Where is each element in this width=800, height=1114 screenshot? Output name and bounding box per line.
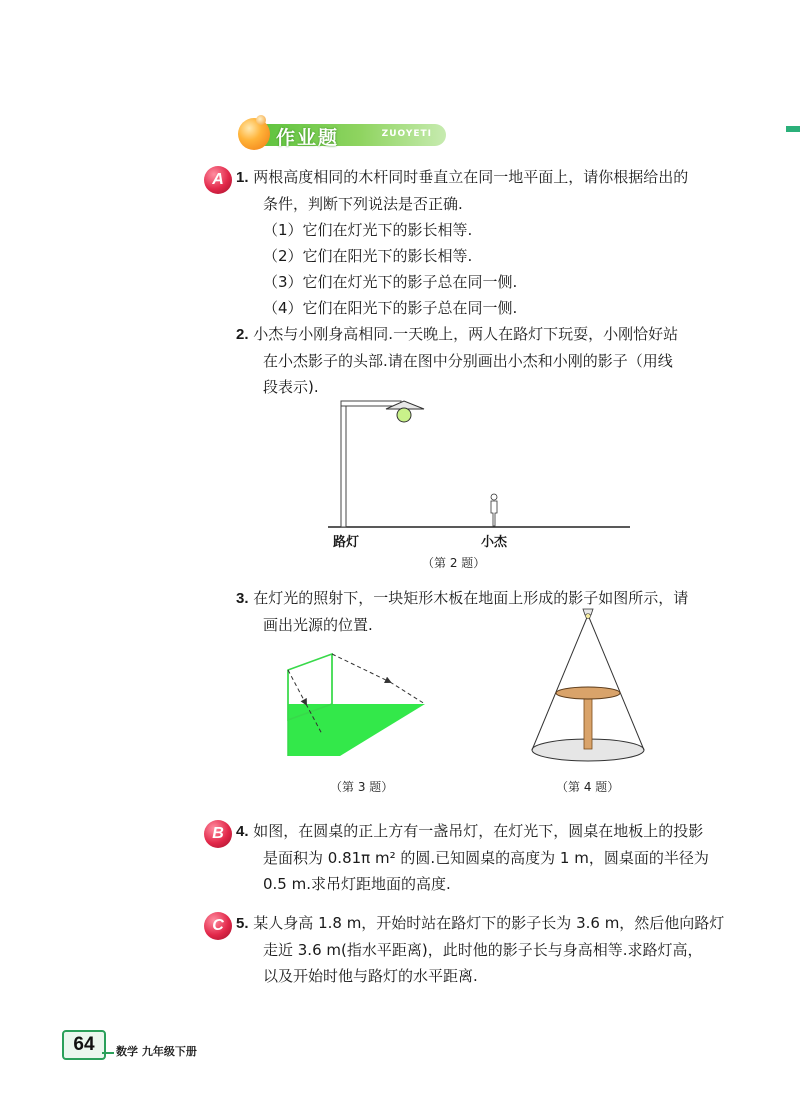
light-ray: [288, 670, 306, 704]
book-title: 数学 九年级下册: [116, 1045, 197, 1058]
problem-number: 3.: [236, 590, 249, 607]
level-b-badge: B: [204, 820, 232, 848]
lamp-label: 路灯: [333, 535, 360, 550]
table-top: [556, 687, 620, 699]
problem-text: 两根高度相同的木杆同时垂直立在同一地平面上，请你根据给出的: [253, 168, 689, 186]
light-cone-edge: [532, 615, 588, 750]
lamp-post: [341, 403, 346, 527]
problem-text: 0.5 m.求吊灯距地面的高度.: [263, 875, 451, 893]
problem-text: 某人身高 1.8 m，开始时站在路灯下的影子长为 3.6 m，然后他向路灯: [253, 914, 725, 932]
sub-question: （1）它们在灯光下的影长相等.: [263, 221, 473, 239]
sub-question: （2）它们在阳光下的影长相等.: [263, 247, 473, 265]
problem-number: 5.: [236, 915, 249, 932]
person-label: 小杰: [481, 535, 508, 550]
problem-number: 2.: [236, 326, 249, 343]
banner-pinyin: ZUOYETI: [381, 129, 432, 139]
problem-text: 以及开始时他与路灯的水平距离.: [263, 967, 478, 985]
problem-4: [236, 818, 709, 897]
level-a-badge: A: [204, 166, 232, 194]
banner-title: 作业题: [276, 127, 340, 149]
problem-text: 小杰与小刚身高相同.一天晚上，两人在路灯下玩耍，小刚恰好站: [253, 325, 679, 343]
figure-street-lamp: [320, 395, 640, 535]
problem-text: 走近 3.6 m(指水平距离)，此时他的影子长与身高相等.求路灯高，: [263, 941, 703, 959]
page-number: 64: [62, 1030, 106, 1060]
problem-1: [236, 164, 688, 321]
problem-text: 在灯光的照射下，一块矩形木板在地面上形成的影子如图所示，请: [253, 589, 689, 607]
problem-5: [236, 910, 724, 989]
footer-divider: [102, 1052, 114, 1054]
light-ray: [332, 654, 390, 682]
lamp-arm: [341, 401, 401, 406]
problem-text: 段表示).: [263, 378, 319, 396]
person-icon: [491, 494, 497, 526]
edge-tab: [786, 126, 800, 132]
problem-text: 在小杰影子的头部.请在图中分别画出小杰和小刚的影子（用线: [263, 352, 673, 370]
light-ray: [390, 682, 425, 704]
figure-caption: （第 3 题）: [330, 780, 394, 794]
figure-caption: （第 2 题）: [422, 556, 486, 570]
lamp-bulb-icon: [397, 408, 411, 422]
section-banner: [238, 118, 446, 150]
banner-orb-icon: [238, 118, 270, 150]
problem-text: 如图，在圆桌的正上方有一盏吊灯，在灯光下，圆桌在地板上的投影: [253, 822, 704, 840]
table-leg: [584, 695, 592, 749]
problem-number: 4.: [236, 823, 249, 840]
figure-caption: （第 4 题）: [556, 780, 620, 794]
figure-board-shadow: [280, 648, 440, 760]
problem-number: 1.: [236, 169, 249, 186]
problem-text: 是面积为 0.81π m² 的圆.已知圆桌的高度为 1 m，圆桌面的半径为: [263, 849, 709, 867]
problem-text: 条件，判断下列说法是否正确.: [263, 195, 463, 213]
problem-text: 画出光源的位置.: [263, 616, 373, 634]
lamp-bulb-icon: [586, 614, 591, 619]
sub-question: （3）它们在灯光下的影子总在同一侧.: [263, 273, 518, 291]
light-cone-edge: [588, 615, 644, 750]
sub-question: （4）它们在阳光下的影子总在同一侧.: [263, 299, 518, 317]
problem-2: [236, 321, 678, 400]
level-c-badge: C: [204, 912, 232, 940]
figure-table-lamp: [525, 605, 655, 765]
